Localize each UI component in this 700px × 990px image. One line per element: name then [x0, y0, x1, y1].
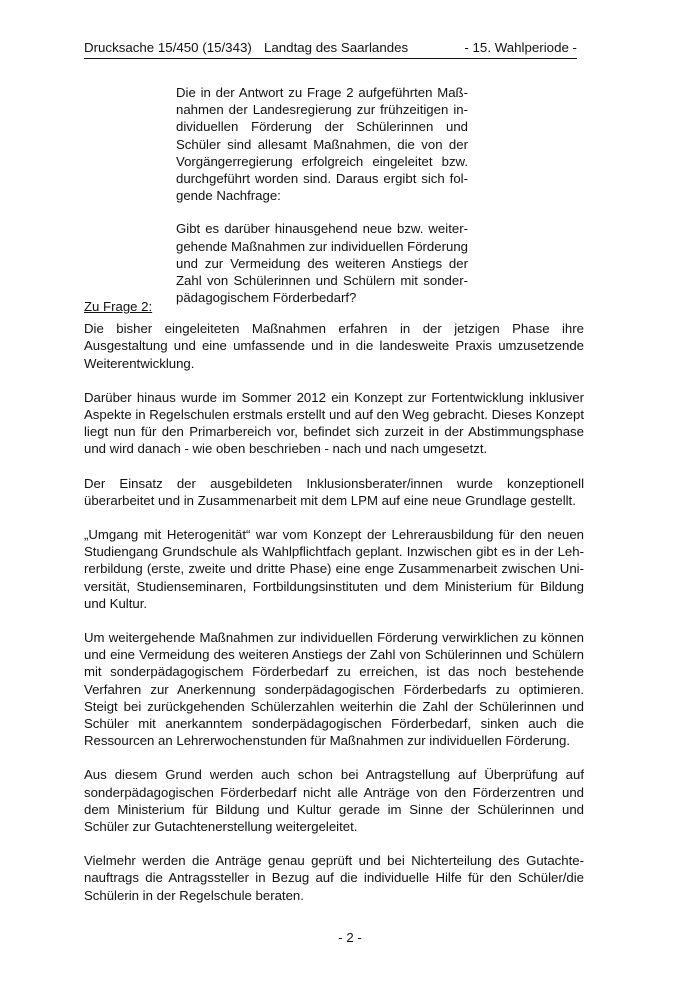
doc-number: Drucksache 15/450 (15/343) [84, 40, 252, 55]
answer-paragraph: Vielmehr werden die Anträge genau geprüft und bei Nichterteilung des Gutachtenauftrags die Antragssteller in Bezug auf die individuelle Hilfe für den Schüler/die Schülerin in der Regelschule beraten. [84, 853, 584, 903]
page-header [84, 38, 577, 59]
legislative-period: - 15. Wahlperiode - [464, 40, 577, 55]
answer-paragraph: Die bisher eingeleiteten Maßnahmen erfahren in der jetzigen Phase ihre Ausgestaltung und eine umfassende und in die landesweite Praxis umzusetzende Weiterentwicklung. [84, 321, 584, 371]
answer-paragraph: Um weitergehende Maßnahmen zur individuellen Förderung verwirklichen zu können und eine Vermeidung des weiteren Anstiegs der Zahl von Schülerinnen und Schülern mit sonderpädagogischem Förderbedarf zu erreichen, ist das noch bestehende Verfahren zur Anerkennung sonderpädagogischen Förderbedarfs zu optimieren. Steigt bei zurückgehenden Schülerzahlen weiterhin die Zahl der Schülerinnen und Schüler mit anerkanntem sonderpädagogischen Förderbedarf, sinken auch die Ressourcen an Lehrerwochenstunden für Maßnahmen zur individuellen Förderung. [84, 630, 584, 749]
answer-paragraph: Der Einsatz der ausgebildeten Inklusionsberater/innen wurde konzeptionell überarbeitet und in Zusammenarbeit mit dem LPM auf eine neue Grundlage gestellt. [84, 475, 584, 508]
answer-section [84, 298, 584, 921]
answer-heading: Zu Frage 2: [84, 299, 153, 314]
question-quote [176, 84, 468, 322]
answer-paragraph: „Umgang mit Heterogenität“ war vom Konzept der Lehrerausbildung für den neuen Studiengang Grundschule als Wahlpflichtfach geplant. Inzwischen gibt es in der Lehrerbildung (erste, zweite und dritte Phase) eine enge Zusammenarbeit zwischen Universität, Studienseminaren, Fortbildungsinstituten und dem Ministerium für Bildung und Kultur. [84, 527, 584, 611]
quote-paragraph: Gibt es darüber hinausgehend neue bzw. weitergehende Maßnahmen zur individuellen Förderung und zur Vermeidung des weiteren Anstiegs der Zahl von Schülerinnen und Schülern mit sonderpädagogischem Förderbedarf? [176, 221, 468, 306]
quote-paragraph: Die in der Antwort zu Frage 2 aufgeführten Maßnahmen der Landesregierung zur frühzeitigen individuellen Förderung der Schülerinnen und Schüler sind allesamt Maßnahmen, die von der Vorgängerregierung erfolgreich eingeleitet bzw. durchgeführt worden sind. Daraus ergibt sich folgende Nachfrage: [176, 85, 468, 204]
answer-paragraph: Aus diesem Grund werden auch schon bei Antragstellung auf Überprüfung auf sonderpädagogischen Förderbedarf nicht alle Anträge von den Förderzentren und dem Ministerium für Bildung und Kultur gerade im Sinne der Schülerinnen und Schüler zur Gutachtenerstellung weitergeleitet. [84, 767, 584, 835]
page-number: - 2 - [338, 930, 362, 945]
answer-paragraph: Darüber hinaus wurde im Sommer 2012 ein Konzept zur Fortentwicklung inklusiver Aspekte in Regelschulen erstmals erstellt und auf den Weg gebracht. Dieses Konzept liegt nun für den Primarbereich vor, befindet sich zurzeit in der Abstimmungsphase und wird danach - wie oben beschrieben - nach und nach umgesetzt. [84, 389, 584, 457]
parliament-name: Landtag des Saarlandes [264, 40, 409, 55]
